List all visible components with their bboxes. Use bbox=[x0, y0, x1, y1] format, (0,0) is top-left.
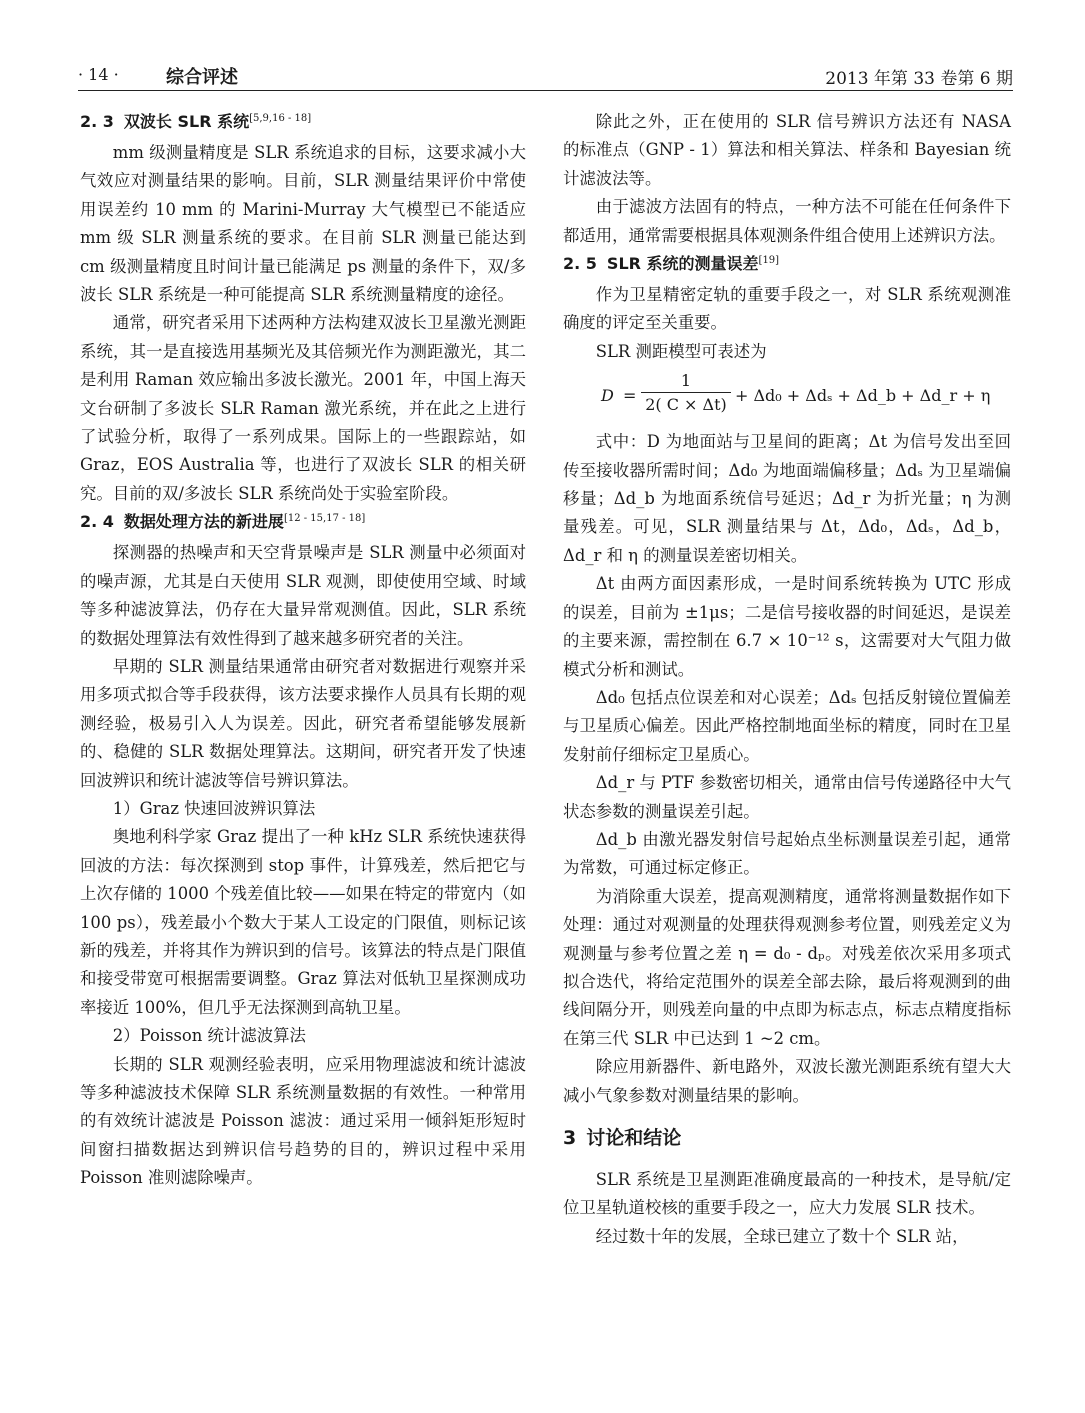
section-title: 双波长 SLR 系统 bbox=[123, 112, 250, 131]
section-number: 2. 3 bbox=[80, 112, 114, 131]
equation-equals: = bbox=[623, 386, 637, 406]
section-number: 2. 4 bbox=[80, 512, 114, 532]
equation-fraction bbox=[641, 370, 731, 417]
equation-lhs: D bbox=[601, 386, 614, 406]
fraction-numerator: 1 bbox=[641, 370, 731, 393]
paragraph: SLR 测距模型可表述为 bbox=[595, 341, 767, 361]
section-title: SLR 系统的测量误差 bbox=[606, 254, 759, 274]
paragraph: 作为卫星精密定轨的重要手段之一，对 SLR 系统观测准确度的评定至关重要。 bbox=[563, 285, 1011, 333]
section-heading bbox=[563, 1124, 1011, 1152]
paragraph: 经过数十年的发展，全球已建立了数十个 SLR 站， bbox=[595, 1226, 969, 1246]
citation: [5,9,16 - 18] bbox=[249, 113, 312, 124]
left-column bbox=[80, 108, 526, 1193]
paragraph: 早期的 SLR 测量结果通常由研究者对数据进行观察并采用多项式拟合等手段获得，该方法要求操作人员具有长期的观测经验，极易引入人为误差。因此，研究者希望能够发展新的、稳健的 SLR 数据处理算法。这期间，研究者开发了快速回波辨识和统计滤波等信号辨识算法。 bbox=[80, 656, 526, 790]
subheading: 1）Graz 快速回波辨识算法 bbox=[112, 798, 316, 818]
paragraph: Δd_b 由激光器发射信号起始点坐标测量误差引起，通常为常数，可通过标定修正。 bbox=[563, 829, 1011, 878]
fraction-denominator: 2( C × Δt) bbox=[645, 395, 727, 415]
paragraph: Δd₀ 包括点位误差和对心误差；Δdₛ 包括反射镜位置偏差与卫星质心偏差。因此严格控制地面坐标的精度，同时在卫星发射前仔细标定卫星质心。 bbox=[563, 687, 1011, 764]
section-number: 3 bbox=[563, 1127, 577, 1149]
paragraph: 探测器的热噪声和天空背景噪声是 SLR 测量中必须面对的噪声源，尤其是白天使用 SLR 观测，即使使用空域、时域等多种滤波算法，仍存在大量异常观测值。因此，SLR 系统的数据处理算法有效性得到了越来越多研究者的关注。 bbox=[80, 543, 526, 648]
range-equation bbox=[563, 368, 1011, 428]
paragraph: 奥地利科学家 Graz 提出了一种 kHz SLR 系统快速获得回波的方法：每次探测到 stop 事件，计算残差，然后把它与上次存储的 1000 个残差值比较——如果在特定的带宽内（如 100 ps），残差最小个数大于某人工设定的门限值，则标记该新的残差，并将其作为辨识到的信号。该算法的特点是门限值和接受带宽可根据需要调整。Graz 算法对低轨卫星探测成功率接近 100%，但几乎无法探测到高轨卫星。 bbox=[80, 827, 526, 1017]
paragraph: 除应用新器件、新电路外，双波长激光测距系统有望大大减小气象参数对测量结果的影响。 bbox=[563, 1057, 1011, 1105]
paragraph: SLR 系统是卫星测距准确度最高的一种技术，是导航/定位卫星轨道校核的重要手段之一，应大力发展 SLR 技术。 bbox=[563, 1170, 1011, 1218]
section-heading bbox=[80, 508, 526, 539]
section-heading bbox=[563, 250, 1011, 281]
equation-terms: + Δd₀ + Δdₛ + Δd_b + Δd_r + η bbox=[735, 386, 991, 406]
paragraph: 长期的 SLR 观测经验表明，应采用物理滤波和统计滤波等多种滤波技术保障 SLR 系统测量数据的有效性。一种常用的有效统计滤波是 Poisson 滤波：通过采用一倾斜矩形短时间窗扫描数据达到辨识信号趋势的目的，辨识过程中采用 Poisson 准则滤除噪声。 bbox=[80, 1054, 526, 1188]
section-number: 2. 5 bbox=[563, 254, 597, 274]
paragraph: 除此之外，正在使用的 SLR 信号辨识方法还有 NASA 的标准点（GNP - 1）算法和相关算法、样条和 Bayesian 统计滤波法等。 bbox=[563, 112, 1011, 188]
citation: [12 - 15,17 - 18] bbox=[283, 513, 366, 525]
section-title: 数据处理方法的新进展 bbox=[123, 512, 284, 532]
paragraph: Δt 由两方面因素形成，一是时间系统转换为 UTC 形成的误差，目前为 ±1μs；二是信号接收器的时间延迟，是误差的主要来源，需控制在 6.7 × 10⁻¹² s，这需要对大气阻力做模式分析和测试。 bbox=[563, 574, 1011, 679]
paragraph: Δd_r 与 PTF 参数密切相关，通常由信号传递路径中大气状态参数的测量误差引起。 bbox=[563, 773, 1011, 821]
page-header bbox=[78, 60, 1013, 91]
citation: [19] bbox=[758, 255, 780, 267]
paragraph: mm 级测量精度是 SLR 系统追求的目标，这要求减小大气效应对测量结果的影响。目前，SLR 测量结果评价中常使用误差约 10 mm 的 Marini-Murray 大气模型已不能适应 mm 级 SLR 测量系统的要求。在目前 SLR 测量已能达到 cm 级测量精度且时间计量已能满足 ps 测量的条件下，双/多波长 SLR 系统是一种可能提高 SLR 系统测量精度的途径。 bbox=[80, 143, 526, 305]
page-number: · 14 · bbox=[78, 65, 119, 84]
paragraph: 式中：D 为地面站与卫星间的距离；Δt 为信号发出至回传至接收器所需时间；Δd₀ 为地面端偏移量；Δdₛ 为卫星端偏移量；Δd_b 为地面系统信号延迟；Δd_r 为折光量；η 为测量残差。可见，SLR 测量结果与 Δt，Δd₀，Δdₛ，Δd_b，Δd_r 和 η 的测量误差密切相关。 bbox=[563, 432, 1011, 565]
right-column bbox=[563, 108, 1011, 1251]
journal-issue: 2013 年第 33 卷第 6 期 bbox=[825, 69, 1013, 89]
section-title: 讨论和结论 bbox=[586, 1127, 682, 1149]
paragraph: 由于滤波方法固有的特点，一种方法不可能在任何条件下都适用，通常需要根据具体观测条件组合使用上述辨识方法。 bbox=[563, 197, 1011, 245]
section-label: 综合评述 bbox=[166, 67, 238, 88]
paragraph: 为消除重大误差，提高观测精度，通常将测量数据作如下处理：通过对观测量的处理获得观测参考位置，则残差定义为观测量与参考位置之差 η = d₀ - dₚ。对残差依次采用多项式拟合迭代，将给定范围外的误差全部去除，最后将观测到的曲线间隔分开，则残差向量的中点即为标志点，标志点精度指标在第三代 SLR 中已达到 1 ~2 cm。 bbox=[563, 886, 1011, 1048]
paragraph: 通常，研究者采用下述两种方法构建双波长卫星激光测距系统，其一是直接选用基频光及其倍频光作为测距激光，其二是利用 Raman 效应输出多波长激光。2001 年，中国上海天文台研制了多波长 SLR Raman 激光系统，并在此之上进行了试验分析，取得了一系列成果。国际上的一些跟踪站，如 Graz，EOS Australia 等，也进行了双波长 SLR 的相关研究。目前的双/多波长 SLR 系统尚处于实验室阶段。 bbox=[80, 313, 526, 503]
subheading: 2）Poisson 统计滤波算法 bbox=[112, 1026, 306, 1046]
section-heading bbox=[80, 108, 526, 139]
